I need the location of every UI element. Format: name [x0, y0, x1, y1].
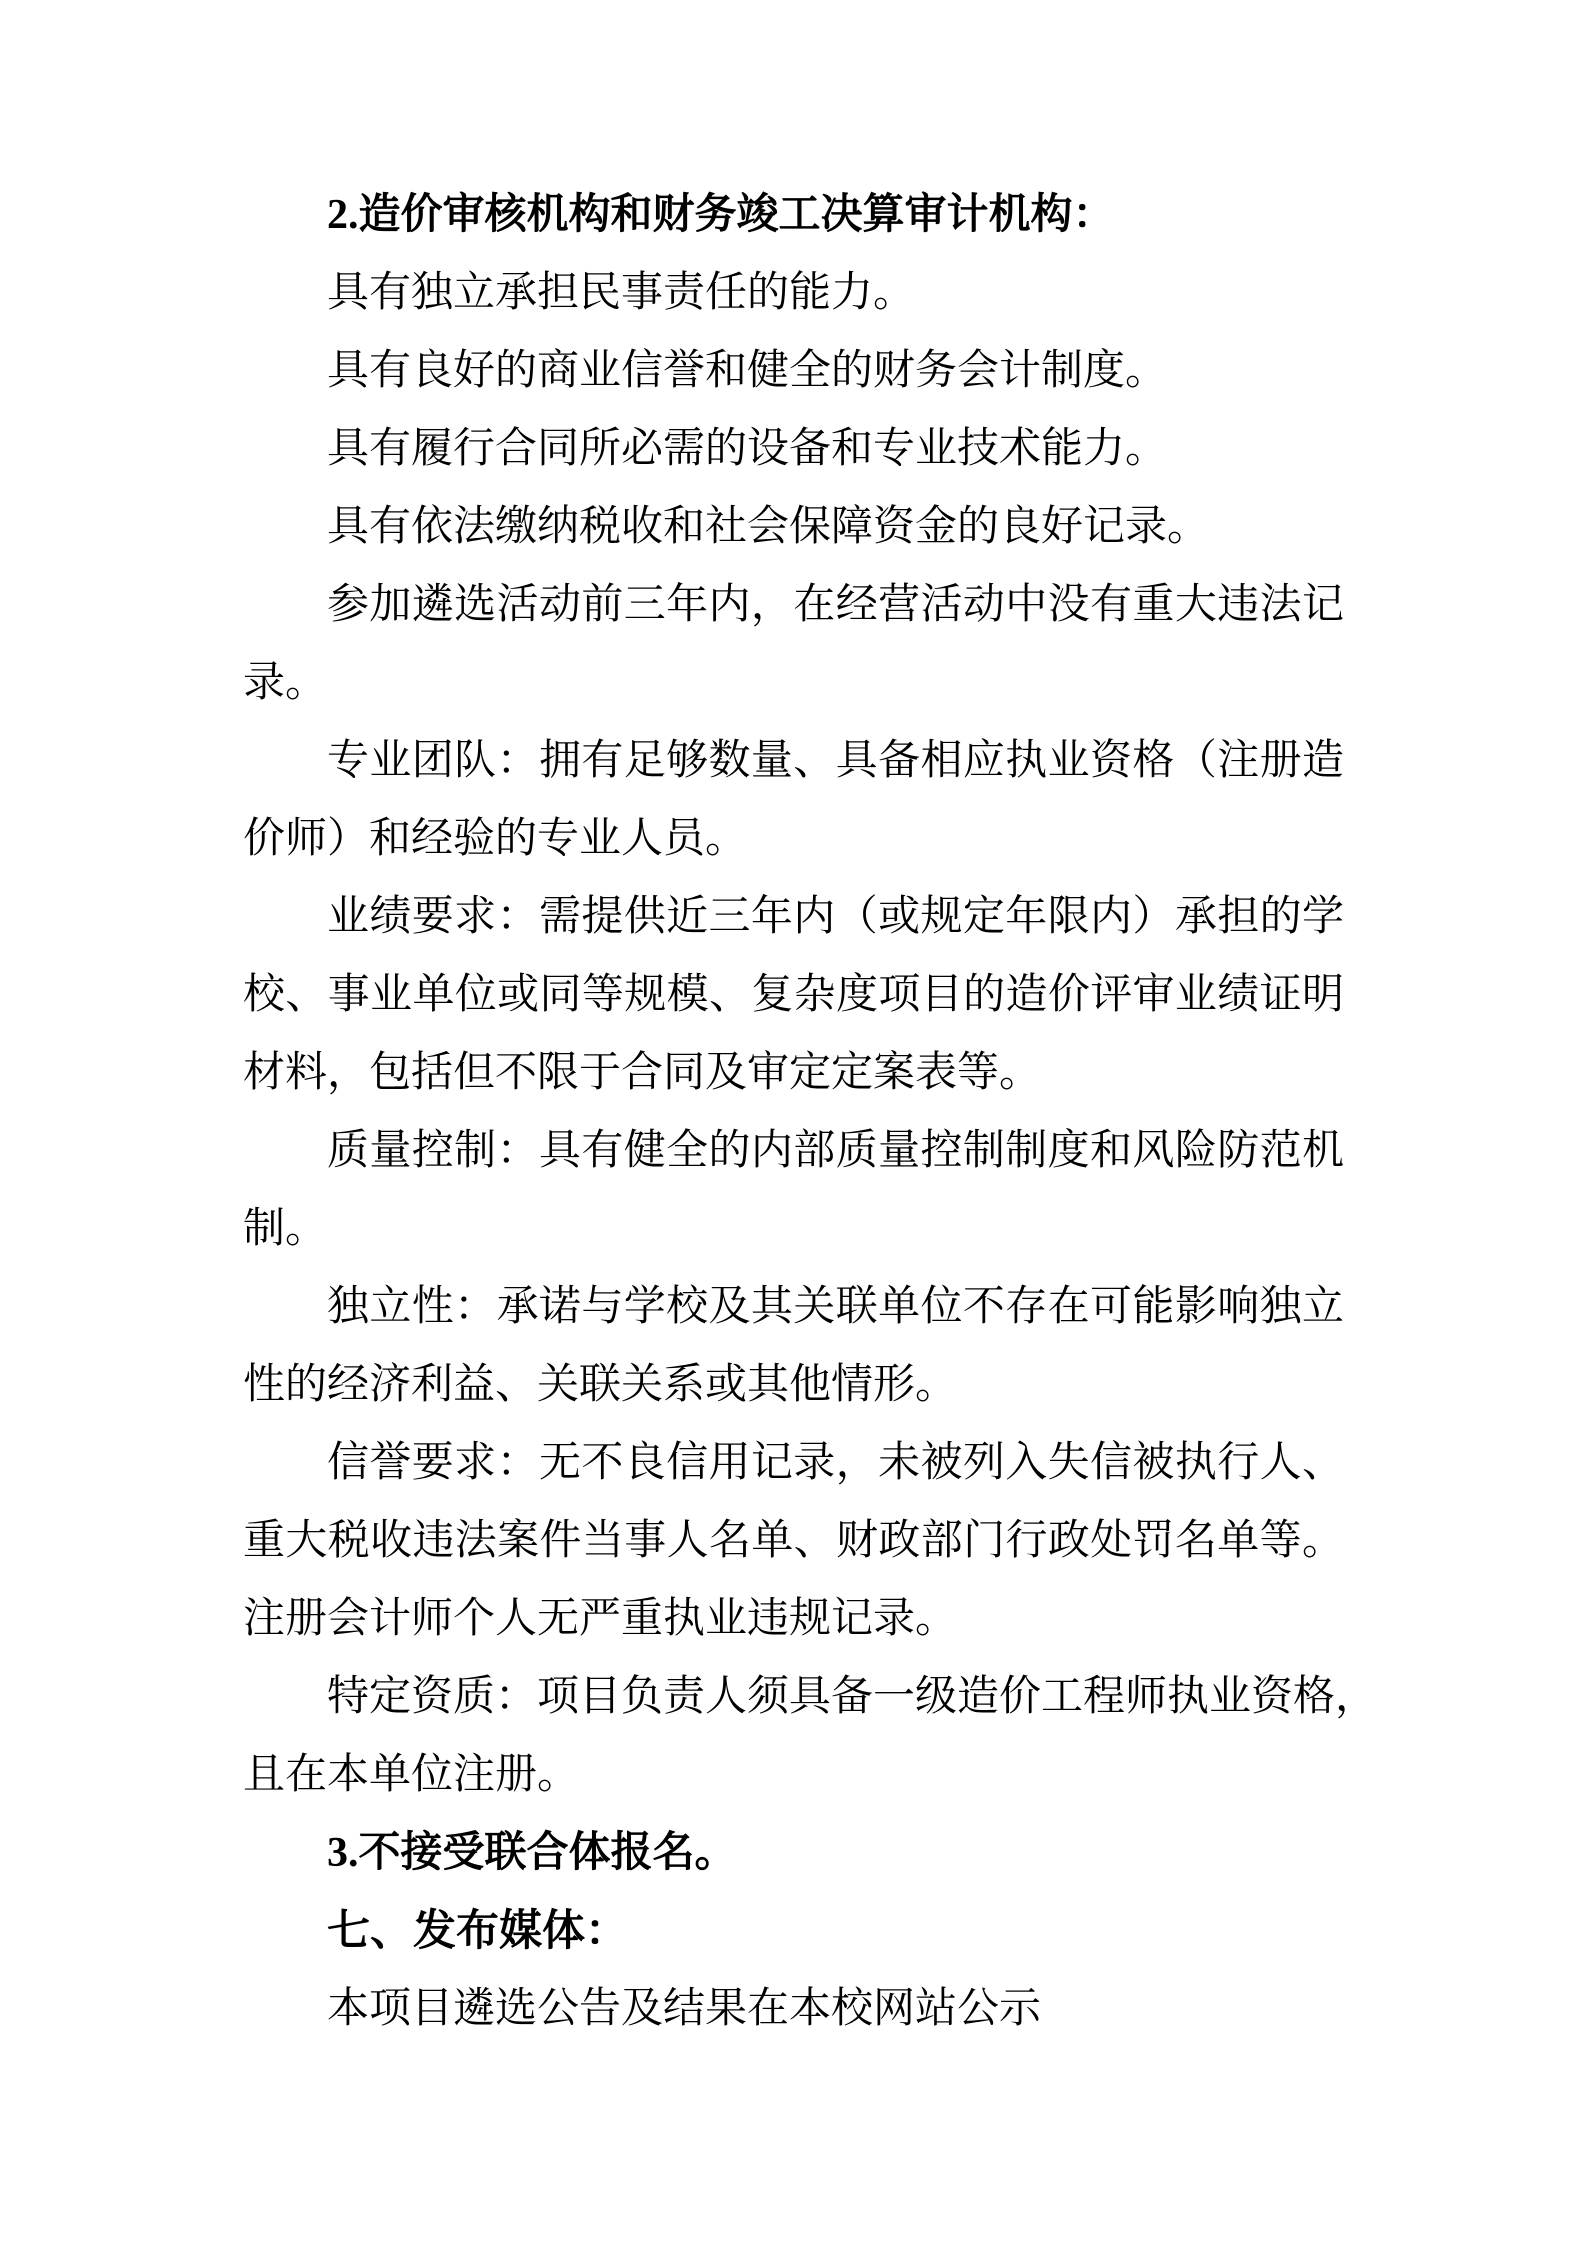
text-line: 且在本单位注册。	[243, 1752, 580, 1798]
text-line: 业绩要求：需提供近三年内（或规定年限内）承担的学	[327, 894, 1344, 940]
text-line: 制。	[243, 1206, 328, 1252]
text-line: 录。	[243, 660, 328, 706]
text-line: 校、事业单位或同等规模、复杂度项目的造价评审业绩证明	[243, 972, 1344, 1018]
text-line: 重大税收违法案件当事人名单、财政部门行政处罚名单等。	[243, 1518, 1344, 1564]
text-line: 注册会计师个人无严重执业违规记录。	[243, 1596, 958, 1642]
document-body	[243, 176, 1378, 2048]
text-line: 信誉要求：无不良信用记录，未被列入失信被执行人、	[327, 1440, 1344, 1486]
text-line: 3.不接受联合体报名。	[327, 1830, 737, 1876]
text-line: 具有独立承担民事责任的能力。	[327, 270, 916, 316]
text-line: 具有依法缴纳税收和社会保障资金的良好记录。	[327, 504, 1210, 550]
text-line: 特定资质：项目负责人须具备一级造价工程师执业资格，	[327, 1674, 1378, 1720]
text-line: 2.造价审核机构和财务竣工决算审计机构：	[327, 192, 1115, 238]
text-line: 价师）和经验的专业人员。	[243, 816, 748, 862]
text-line: 具有良好的商业信誉和健全的财务会计制度。	[327, 348, 1168, 394]
text-line: 材料，包括但不限于合同及审定定案表等。	[243, 1050, 1042, 1096]
section-heading: 七、发布媒体：	[327, 1907, 628, 1955]
text-line: 具有履行合同所必需的设备和专业技术能力。	[327, 426, 1168, 472]
text-line: 独立性：承诺与学校及其关联单位不存在可能影响独立	[327, 1284, 1344, 1330]
text-line: 本项目遴选公告及结果在本校网站公示	[327, 1986, 1042, 2032]
text-line: 专业团队：拥有足够数量、具备相应执业资格（注册造	[327, 738, 1344, 784]
text-line: 参加遴选活动前三年内，在经营活动中没有重大违法记	[327, 582, 1344, 628]
text-line: 性的经济利益、关联关系或其他情形。	[243, 1362, 958, 1408]
text-line: 质量控制：具有健全的内部质量控制制度和风险防范机	[327, 1128, 1344, 1174]
